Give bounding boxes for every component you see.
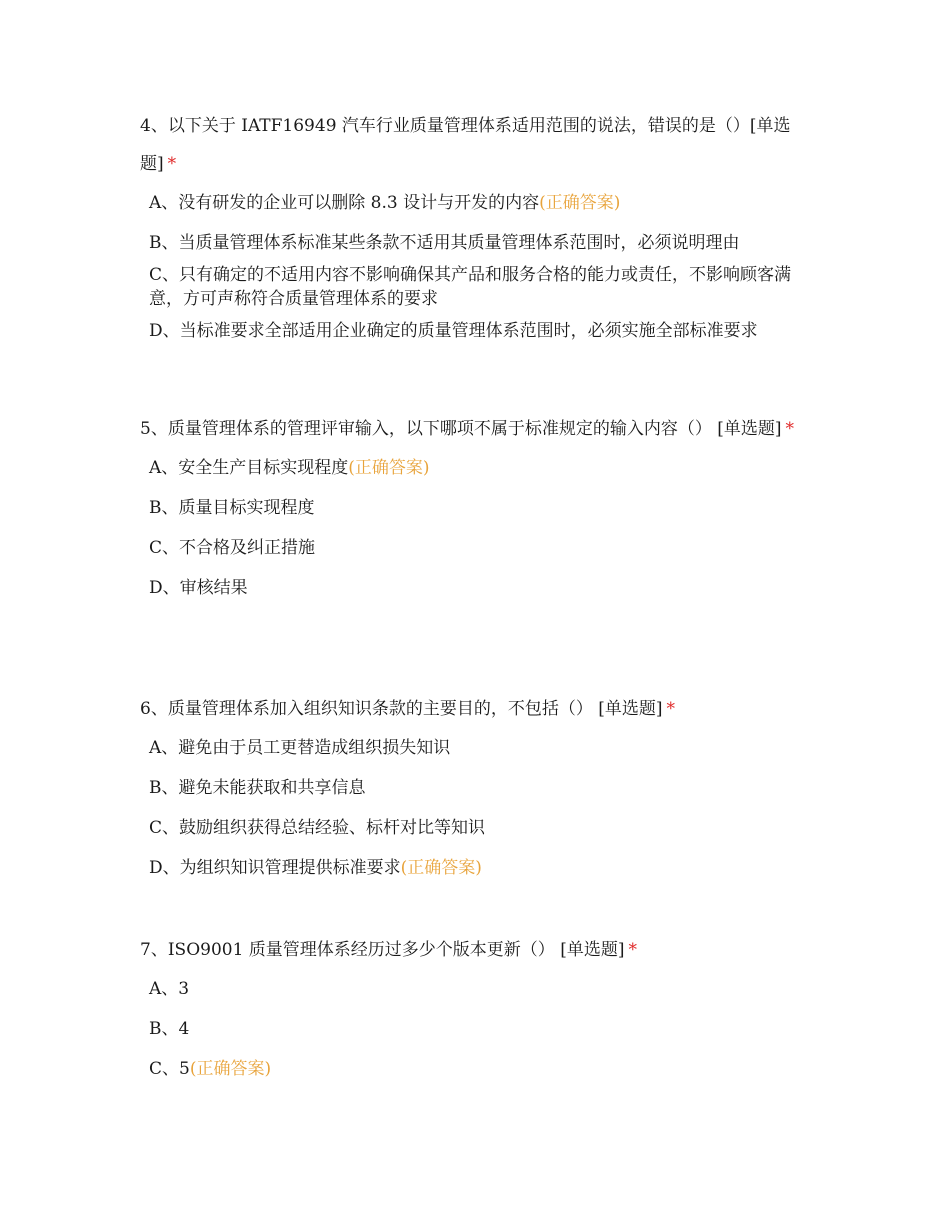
option-text: A、3 [149, 979, 190, 999]
option-text: C、只有确定的不适用内容不影响确保其产品和服务合格的能力或责任，不影响顾客满意，方可声称符合质量管理体系的要求 [149, 265, 792, 309]
option-text: A、避免由于员工更替造成组织损失知识 [149, 738, 451, 758]
option-d[interactable] [149, 856, 800, 880]
option-text: C、不合格及纠正措施 [149, 538, 316, 558]
required-mark: * [785, 419, 794, 439]
option-text: A、没有研发的企业可以删除 8.3 设计与开发的内容 [149, 193, 540, 213]
question-text: 、ISO9001 质量管理体系经历过多少个版本更新（） [单选题] [150, 940, 625, 960]
option-a[interactable] [149, 977, 800, 1001]
option-c[interactable] [149, 816, 800, 840]
option-text: B、避免未能获取和共享信息 [149, 778, 366, 798]
question-text: 、质量管理体系的管理评审输入，以下哪项不属于标准规定的输入内容（） [单选题] [150, 419, 782, 439]
option-text: D、为组织知识管理提供标准要求 [149, 858, 401, 878]
option-text: C、鼓励组织获得总结经验、标杆对比等知识 [149, 818, 486, 838]
option-text: B、质量目标实现程度 [149, 498, 315, 518]
option-c[interactable] [149, 263, 800, 311]
required-mark: * [666, 699, 675, 719]
question-title [140, 107, 800, 183]
option-a[interactable] [149, 456, 800, 480]
option-b[interactable] [149, 496, 800, 520]
option-list [140, 736, 800, 880]
question-number: 6 [140, 699, 151, 719]
option-b[interactable] [149, 231, 800, 255]
question-title [140, 410, 800, 448]
question-number: 4 [140, 116, 151, 136]
option-text: A、安全生产目标实现程度 [149, 458, 349, 478]
option-b[interactable] [149, 1017, 800, 1041]
question-number: 7 [140, 940, 151, 960]
option-list [140, 456, 800, 600]
option-list [140, 977, 800, 1081]
question-text: 、以下关于 IATF16949 汽车行业质量管理体系适用范围的说法，错误的是（）[单选题] [140, 116, 791, 174]
option-a[interactable] [149, 191, 800, 215]
option-text: D、审核结果 [149, 578, 248, 598]
option-text: B、4 [149, 1019, 190, 1039]
correct-answer-label: (正确答案) [539, 193, 621, 213]
question-title [140, 931, 800, 969]
question-text: 、质量管理体系加入组织知识条款的主要目的，不包括（） [单选题] [150, 699, 663, 719]
option-c[interactable] [149, 536, 800, 560]
option-text: D、当标准要求全部适用企业确定的质量管理体系范围时，必须实施全部标准要求 [149, 321, 758, 341]
option-text: C、5 [149, 1059, 190, 1079]
question-6 [140, 690, 800, 896]
question-7 [140, 931, 800, 1097]
required-mark: * [167, 154, 177, 174]
option-list [140, 191, 800, 343]
question-5 [140, 410, 800, 616]
option-c[interactable] [149, 1057, 800, 1081]
option-d[interactable] [149, 319, 800, 343]
option-d[interactable] [149, 576, 800, 600]
option-text: B、当质量管理体系标准某些条款不适用其质量管理体系范围时，必须说明理由 [149, 233, 740, 253]
option-b[interactable] [149, 776, 800, 800]
required-mark: * [628, 940, 637, 960]
question-4 [140, 107, 800, 359]
question-title [140, 690, 800, 728]
correct-answer-label: (正确答案) [400, 858, 482, 878]
option-a[interactable] [149, 736, 800, 760]
correct-answer-label: (正确答案) [348, 458, 430, 478]
question-number: 5 [140, 419, 151, 439]
correct-answer-label: (正确答案) [189, 1059, 272, 1079]
